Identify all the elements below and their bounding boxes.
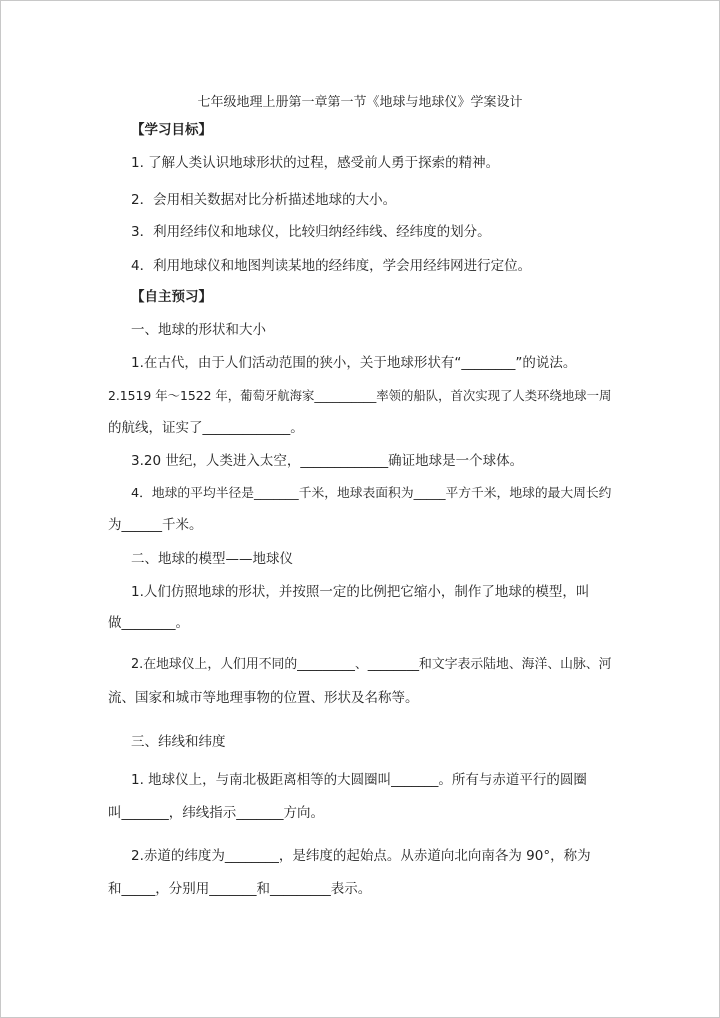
part3-line-4: 和_____，分别用_______和_________表示。 — [108, 881, 372, 897]
part2-line-1: 1.人们仿照地球的形状，并按照一定的比例把它缩小，制作了地球的模型，叫 — [131, 584, 590, 600]
objectives-heading: 【学习目标】 — [131, 122, 212, 138]
part1-line-1: 1.在古代，由于人们活动范围的狭小，关于地球形状有“________”的说法。 — [131, 355, 577, 371]
part3-line-1: 1. 地球仪上，与南北极距离相等的大圆圈叫_______。所有与赤道平行的圆圈 — [131, 772, 587, 788]
part1-line-2: 2.1519 年～1522 年，葡萄牙航海家__________率领的船队，首次实现了人类环绕地球一周 — [108, 388, 612, 403]
part2-line-2: 做________。 — [108, 615, 189, 631]
part1-line-5: 4．地球的平均半径是_______千米，地球表面积为_____平方千米，地球的最大周长约 — [131, 486, 612, 501]
objective-3: 3．利用经纬仪和地球仪，比较归纳经纬线、经纬度的划分。 — [131, 224, 491, 240]
objective-1: 1. 了解人类认识地球形状的过程，感受前人勇于探索的精神。 — [131, 155, 500, 171]
part2-heading: 二、地球的模型——地球仪 — [131, 551, 293, 567]
part3-line-3: 2.赤道的纬度为________，是纬度的起始点。从赤道向北向南各为 90°，称为 — [131, 848, 591, 864]
part3-heading: 三、纬线和纬度 — [131, 734, 226, 750]
part1-line-6: 为______千米。 — [108, 517, 203, 533]
objective-4: 4．利用地球仪和地图判读某地的经纬度，学会用经纬网进行定位。 — [131, 258, 532, 274]
objective-2: 2．会用相关数据对比分析描述地球的大小。 — [131, 192, 397, 208]
part1-heading: 一、地球的形状和大小 — [131, 322, 266, 338]
part2-line-4: 流、国家和城市等地理事物的位置、形状及名称等。 — [108, 690, 419, 706]
part2-line-3: 2.在地球仪上，人们用不同的_________、________和文字表示陆地、海洋、山脉、河 — [131, 657, 612, 672]
part3-line-2: 叫_______，纬线指示_______方向。 — [108, 805, 324, 821]
document-title: 七年级地理上册第一章第一节《地球与地球仪》学案设计 — [197, 95, 523, 110]
part1-line-3: 的航线，证实了_____________。 — [108, 420, 304, 436]
part1-line-4: 3.20 世纪，人类进入太空，_____________确证地球是一个球体。 — [131, 453, 524, 469]
preview-heading: 【自主预习】 — [131, 289, 212, 305]
